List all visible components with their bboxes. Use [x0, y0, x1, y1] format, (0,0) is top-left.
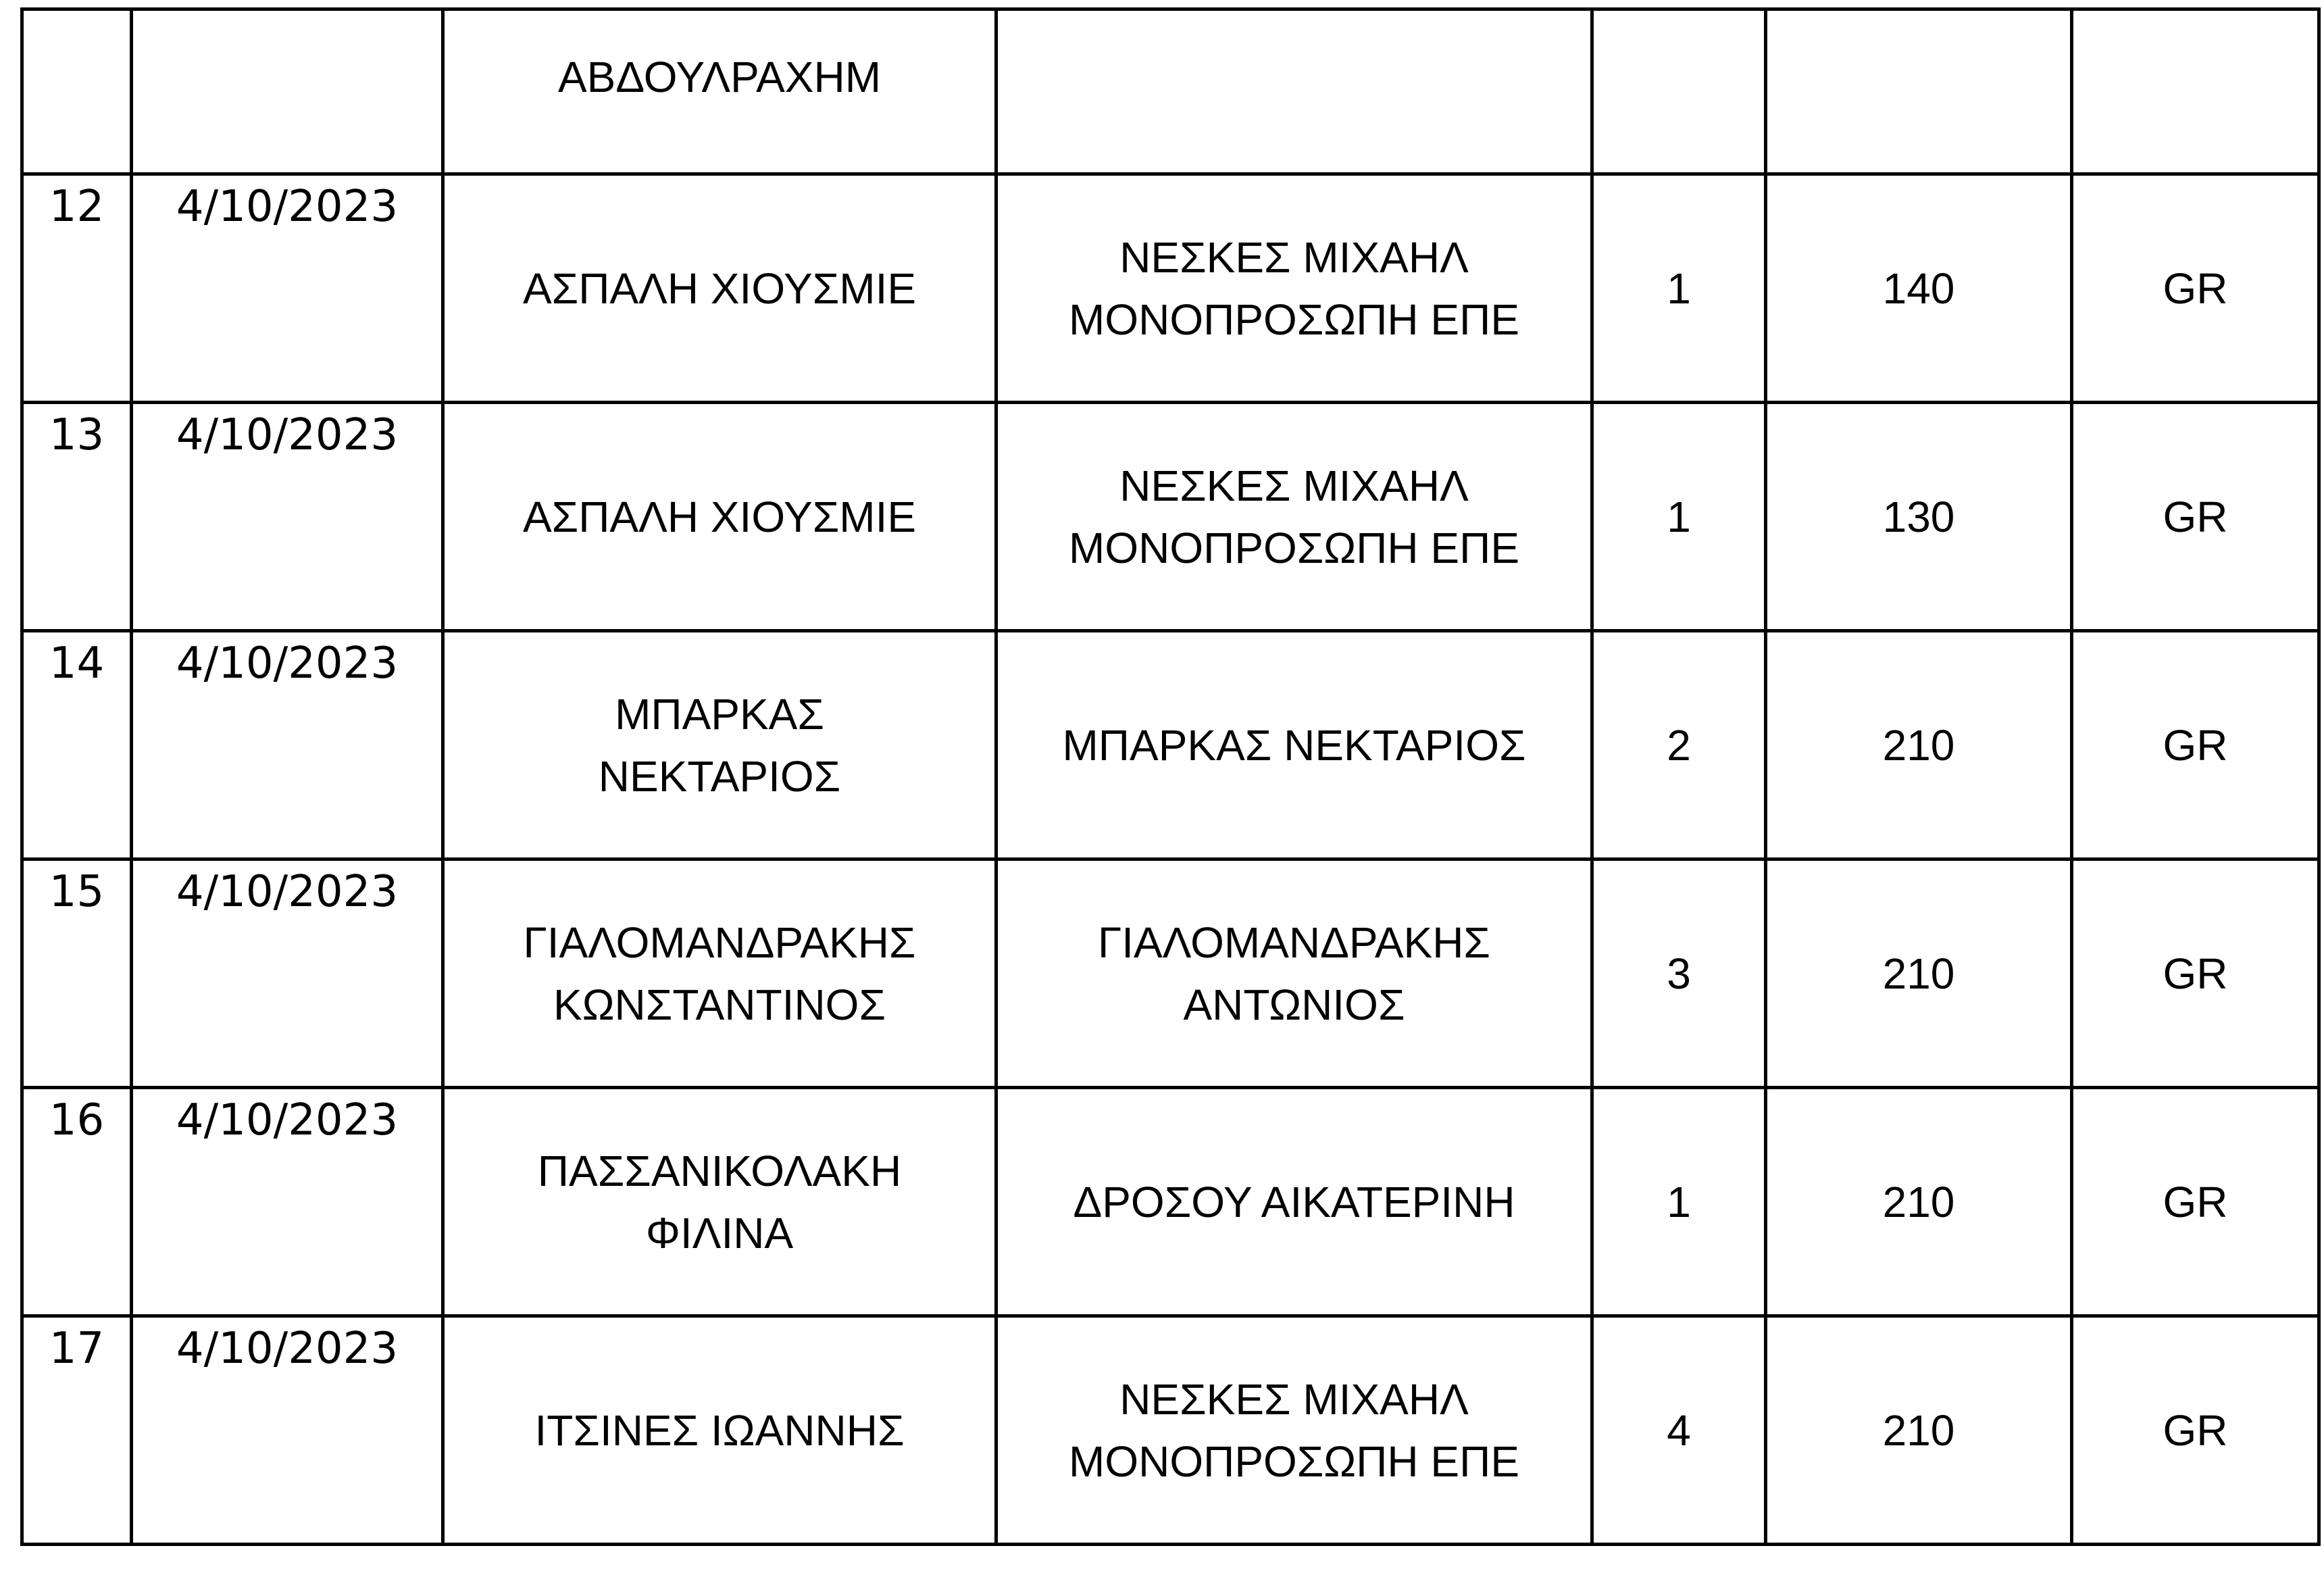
table-row — [22, 859, 2319, 1088]
cell-date — [132, 9, 443, 174]
row-company — [996, 631, 1592, 859]
row-amount: 210 — [1766, 859, 2072, 1088]
company-line: ΜΟΝΟΠΡΟΣΩΠΗ ΕΠΕ — [1069, 295, 1519, 344]
company-line: ΝΕΣΚΕΣ ΜΙΧΑΗΛ — [1119, 232, 1469, 282]
row-company — [996, 859, 1592, 1088]
row-name — [443, 174, 996, 403]
row-date: 4/10/2023 — [132, 631, 443, 859]
cell-company — [996, 9, 1592, 174]
row-country: GR — [2072, 1088, 2319, 1316]
row-name — [443, 859, 996, 1088]
row-quantity: 3 — [1592, 859, 1766, 1088]
company-line: ΔΡΟΣΟΥ ΑΙΚΑΤΕΡΙΝΗ — [1073, 1177, 1515, 1226]
row-country: GR — [2072, 1316, 2319, 1545]
cell-amount — [1766, 9, 2072, 174]
cell-num — [22, 9, 132, 174]
row-name — [443, 403, 996, 631]
table-row — [22, 403, 2319, 631]
row-company — [996, 1316, 1592, 1545]
row-quantity: 4 — [1592, 1316, 1766, 1545]
table-body — [22, 174, 2319, 1545]
row-name — [443, 631, 996, 859]
row-amount: 140 — [1766, 174, 2072, 403]
company-line: ΜΠΑΡΚΑΣ ΝΕΚΤΑΡΙΟΣ — [1062, 720, 1526, 770]
row-amount: 130 — [1766, 403, 2072, 631]
company-line: ΜΟΝΟΠΡΟΣΩΠΗ ΕΠΕ — [1069, 523, 1519, 572]
table-row — [22, 1088, 2319, 1316]
row-quantity: 1 — [1592, 174, 1766, 403]
row-number: 14 — [22, 631, 132, 859]
company-line: ΑΝΤΩΝΙΟΣ — [1183, 980, 1405, 1029]
row-quantity: 1 — [1592, 1088, 1766, 1316]
company-line: ΝΕΣΚΕΣ ΜΙΧΑΗΛ — [1119, 461, 1469, 510]
name-line: ΦΙΛΙΝΑ — [645, 1208, 794, 1257]
company-line: ΜΟΝΟΠΡΟΣΩΠΗ ΕΠΕ — [1069, 1437, 1519, 1486]
row-country: GR — [2072, 631, 2319, 859]
name-line: ΙΤΣΙΝΕΣ ΙΩΑΝΝΗΣ — [534, 1405, 905, 1455]
cell-qty — [1592, 9, 1766, 174]
table-row — [22, 1316, 2319, 1545]
row-amount: 210 — [1766, 1316, 2072, 1545]
name-line: ΑΣΠΑΛΗ ΧΙΟΥΣΜΙΕ — [522, 264, 917, 313]
name-line: ΚΩΝΣΤΑΝΤΙΝΟΣ — [553, 980, 886, 1029]
cell-name — [443, 9, 996, 174]
row-country: GR — [2072, 174, 2319, 403]
row-number: 15 — [22, 859, 132, 1088]
table-row — [22, 631, 2319, 859]
row-company — [996, 403, 1592, 631]
row-date: 4/10/2023 — [132, 1088, 443, 1316]
row-amount: 210 — [1766, 631, 2072, 859]
name-line: ΑΒΔΟΥΛΡΑΧΗΜ — [557, 53, 882, 101]
row-number: 12 — [22, 174, 132, 403]
row-number: 16 — [22, 1088, 132, 1316]
company-line: ΝΕΣΚΕΣ ΜΙΧΑΗΛ — [1119, 1374, 1469, 1424]
name-line: ΜΠΑΡΚΑΣ — [615, 689, 824, 739]
records-table — [20, 7, 2321, 1546]
row-quantity: 1 — [1592, 403, 1766, 631]
cell-country — [2072, 9, 2319, 174]
row-quantity: 2 — [1592, 631, 1766, 859]
row-date: 4/10/2023 — [132, 403, 443, 631]
table-row-continuation — [22, 9, 2319, 174]
row-date: 4/10/2023 — [132, 859, 443, 1088]
row-name — [443, 1316, 996, 1545]
row-amount: 210 — [1766, 1088, 2072, 1316]
table-row — [22, 174, 2319, 403]
name-line: ΓΙΑΛΟΜΑΝΔΡΑΚΗΣ — [523, 918, 916, 967]
row-number: 17 — [22, 1316, 132, 1545]
row-country: GR — [2072, 403, 2319, 631]
row-date: 4/10/2023 — [132, 174, 443, 403]
name-line: ΑΣΠΑΛΗ ΧΙΟΥΣΜΙΕ — [522, 492, 917, 541]
row-company — [996, 1088, 1592, 1316]
name-line: ΠΑΣΣΑΝΙΚΟΛΑΚΗ — [537, 1146, 902, 1195]
row-date: 4/10/2023 — [132, 1316, 443, 1545]
row-name — [443, 1088, 996, 1316]
company-line: ΓΙΑΛΟΜΑΝΔΡΑΚΗΣ — [1098, 918, 1490, 967]
name-line: ΝΕΚΤΑΡΙΟΣ — [598, 751, 841, 801]
row-number: 13 — [22, 403, 132, 631]
row-country: GR — [2072, 859, 2319, 1088]
row-company — [996, 174, 1592, 403]
